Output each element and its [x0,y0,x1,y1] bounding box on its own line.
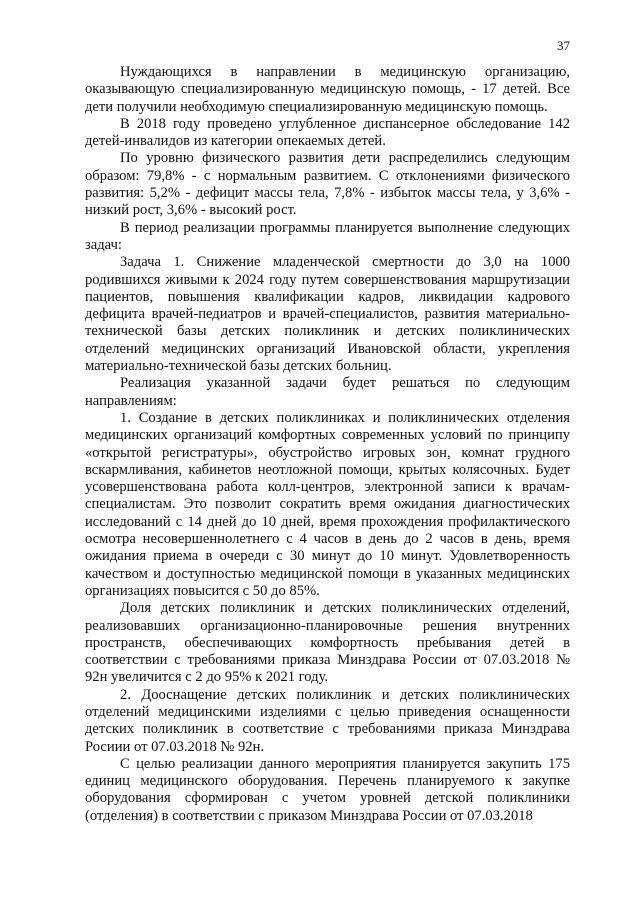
paragraph: По уровню физического развития дети распределились следующим образом: 79,8% - с нормальным развитием. С отклонениями физического развития: 5,2% - дефицит массы тела, 7,8% - избыток массы тела, у 3,6% - низкий рост, 3,6% - высокий рост. [85,150,570,219]
paragraph: Реализация указанной задачи будет решаться по следующим направлениям: [85,375,570,409]
page-number: 37 [557,38,570,53]
paragraph: С целью реализации данного мероприятия планируется закупить 175 единиц медицинского оборудования. Перечень планируемого к закупке оборудования сформирован с учетом уровней детской поликлиники (отделения) в соответствии с приказом Минздрава России от 07.03.2018 [85,755,570,824]
paragraph: 1. Создание в детских поликлиниках и поликлинических отделения медицинских организаций комфортных современных условий по принципу «открытой регистратуры», обустройство игровых зон, комнат грудного вскармливания, кабинетов неотложной помощи, крытых колясочных. Будет усовершенствована работа колл-центров, электронной записи к врачам-специалистам. Это позволит сократить время ожидания диагностических исследований с 14 дней до 10 дней, время прохождения профилактического осмотра несовершеннолетнего с 4 часов в день до 2 часов в день, время ожидания приема в очереди с 30 минут до 10 минут. Удовлетворенность качеством и доступностью медицинской помощи в указанных медицинских организациях повысится с 50 до 85%. [85,409,570,599]
document-body [85,64,570,825]
paragraph: 2. Дооснащение детских поликлиник и детских поликлинических отделений медицинскими изделиями с целью приведения оснащенности детских поликлиник в соответствие с требованиями приказа Минздрава Росиии от 07.03.2018 № 92н. [85,686,570,755]
paragraph: Задача 1. Снижение младенческой смертности до 3,0 на 1000 родившихся живыми к 2024 году путем совершенствования маршрутизации пациентов, повышения квалификации кадров, ликвидации кадрового дефицита врачей-педиатров и врачей-специалистов, развития материально-технической базы детских поликлиник и детских поликлинических отделений медицинских организаций Ивановской области, укрепления материально-технической базы детских больниц. [85,254,570,375]
paragraph: В период реализации программы планируется выполнение следующих задач: [85,219,570,253]
paragraph: Доля детских поликлиник и детских поликлинических отделений, реализовавших организационно-планировочные решения внутренних пространств, обеспечивающих комфортность пребывания детей в соответствии с требованиями приказа Минздрава России от 07.03.2018 № 92н увеличится с 2 до 95% к 2021 году. [85,600,570,686]
paragraph: В 2018 году проведено углубленное диспансерное обследование 142 детей-инвалидов из категории опекаемых детей. [85,115,570,150]
paragraph: Нуждающихся в направлении в медицинскую организацию, оказывающую специализированную медицинскую помощь, - 17 детей. Все дети получили необходимую специализированную медицинскую помощь. [85,64,570,115]
